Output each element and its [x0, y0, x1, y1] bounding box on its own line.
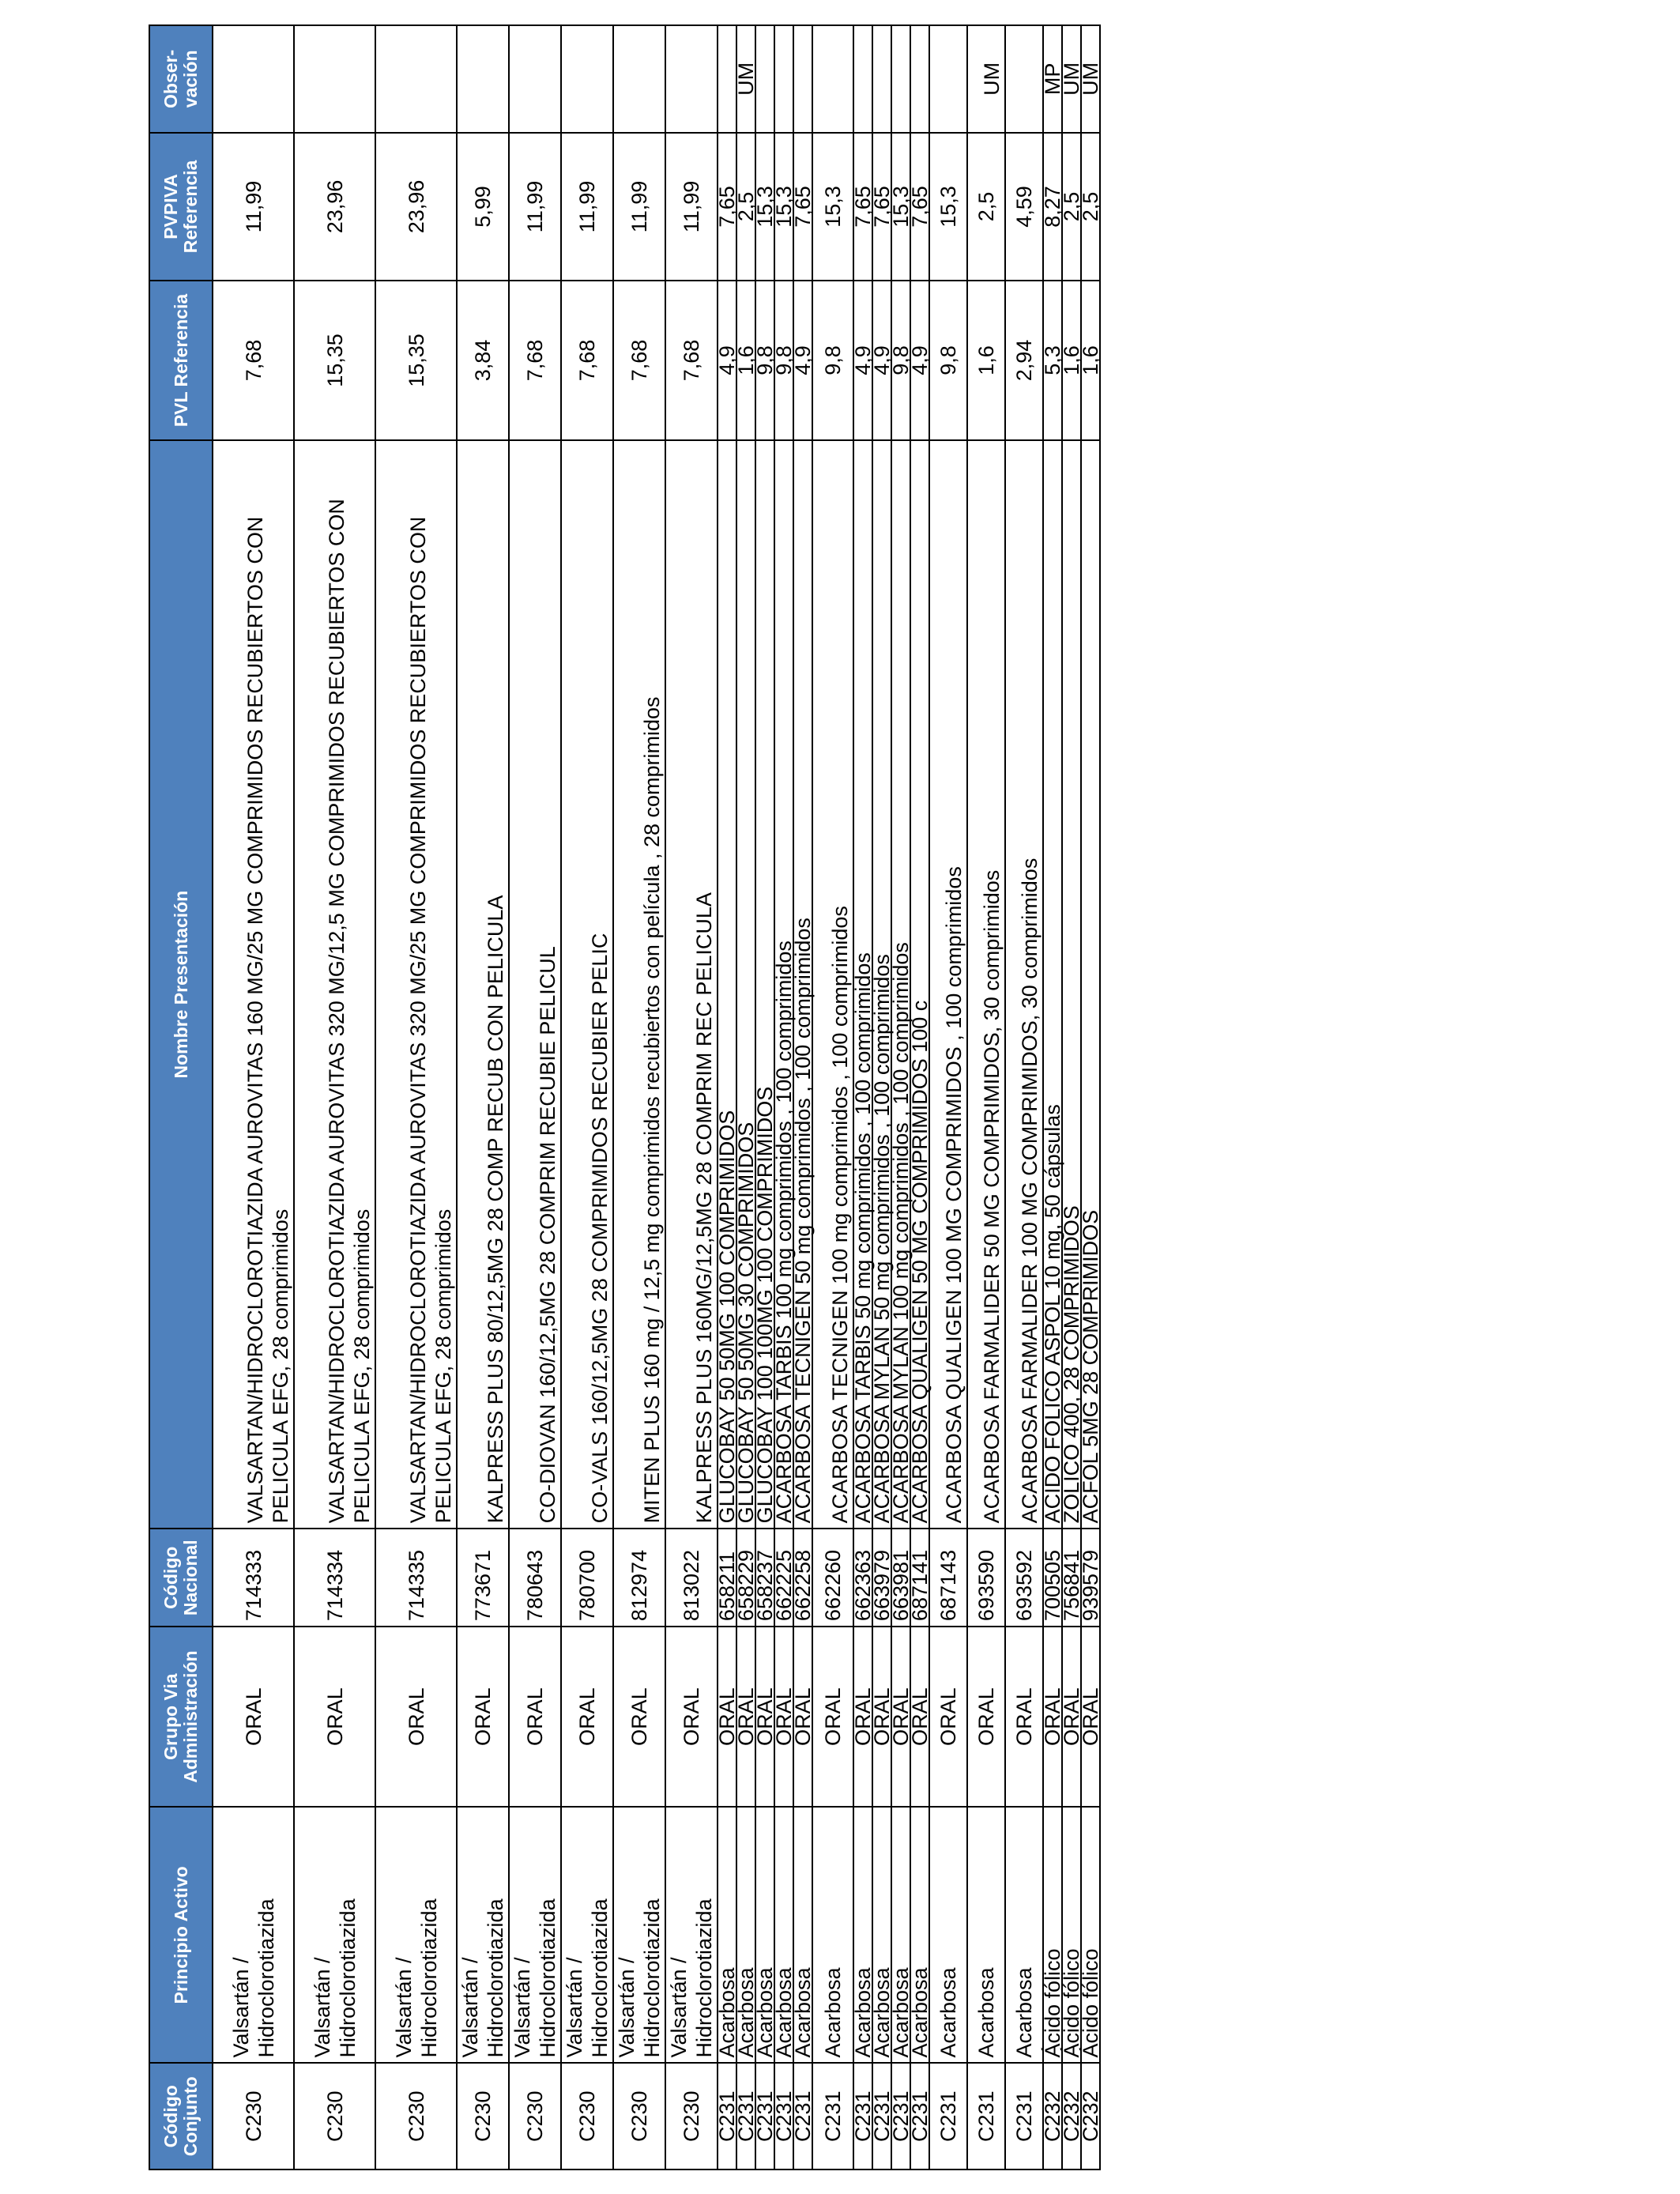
cell-codigo-nacional: 939579: [1081, 1529, 1100, 1627]
table-row: [509, 25, 561, 2169]
cell-principio-activo: Valsartán / Hidroclorotiazida: [375, 1807, 457, 2063]
cell-pvl: 7,68: [509, 281, 561, 440]
cell-nombre-presentacion: ACARBOSA FARMALIDER 50 MG COMPRIMIDOS, 30 comprimidos: [967, 440, 1005, 1529]
cell-via: ORAL: [375, 1627, 457, 1807]
cell-via: ORAL: [1062, 1627, 1081, 1807]
cell-pvl: 1,6: [1081, 281, 1100, 440]
cell-pvpiva: 11,99: [509, 133, 561, 281]
cell-principio-activo: Valsartán / Hidroclorotiazida: [294, 1807, 375, 2063]
cell-observacion: [853, 25, 872, 133]
cell-via: ORAL: [853, 1627, 872, 1807]
cell-pvl: 9,8: [774, 281, 793, 440]
header-codigo-nacional: Código Nacional: [149, 1529, 213, 1627]
cell-pvl: 2,94: [1005, 281, 1043, 440]
cell-nombre-presentacion: VALSARTAN/HIDROCLOROTIAZIDA AUROVITAS 160 MG/25 MG COMPRIMIDOS RECUBIERTOS CON PELICULA EFG, 28 comprimidos: [213, 440, 294, 1529]
cell-pvl: 1,6: [736, 281, 755, 440]
cell-via: ORAL: [891, 1627, 910, 1807]
cell-nombre-presentacion: GLUCOBAY 50 50MG 30 COMPRIMIDOS: [736, 440, 755, 1529]
cell-principio-activo: Valsartán / Hidroclorotiazida: [561, 1807, 613, 2063]
header-pvl: PVL Referencia: [149, 281, 213, 440]
cell-codigo-conjunto: C230: [457, 2064, 509, 2170]
cell-pvpiva: 4,59: [1005, 133, 1043, 281]
cell-observacion: [613, 25, 665, 133]
cell-pvl: 1,6: [967, 281, 1005, 440]
cell-nombre-presentacion: ACARBOSA MYLAN 100 mg comprimidos , 100 comprimidos: [891, 440, 910, 1529]
cell-pvl: 4,9: [872, 281, 891, 440]
cell-principio-activo: Valsartán / Hidroclorotiazida: [613, 1807, 665, 2063]
table-row: [793, 25, 812, 2169]
cell-nombre-presentacion: CO-VALS 160/12,5MG 28 COMPRIMIDOS RECUBIER PELIC: [561, 440, 613, 1529]
cell-observacion: [457, 25, 509, 133]
cell-via: ORAL: [509, 1627, 561, 1807]
table-row: [613, 25, 665, 2169]
cell-pvpiva: 7,65: [793, 133, 812, 281]
cell-codigo-nacional: 658237: [755, 1529, 774, 1627]
cell-principio-activo: Ácido fólico: [1062, 1807, 1081, 2063]
table-row: [967, 25, 1005, 2169]
cell-observacion: [375, 25, 457, 133]
cell-principio-activo: Acarbosa: [872, 1807, 891, 2063]
cell-observacion: [929, 25, 967, 133]
table-row: [665, 25, 718, 2169]
cell-codigo-conjunto: C230: [509, 2064, 561, 2170]
cell-pvpiva: 2,5: [1062, 133, 1081, 281]
cell-via: ORAL: [457, 1627, 509, 1807]
cell-nombre-presentacion: ACFOL 5MG 28 COMPRIMIDOS: [1081, 440, 1100, 1529]
cell-observacion: [891, 25, 910, 133]
cell-codigo-nacional: 663981: [891, 1529, 910, 1627]
table-row: [1081, 25, 1100, 2169]
cell-pvpiva: 2,5: [736, 133, 755, 281]
table-row: [561, 25, 613, 2169]
cell-via: ORAL: [613, 1627, 665, 1807]
cell-observacion: UM: [1062, 25, 1081, 133]
cell-codigo-conjunto: C231: [872, 2064, 891, 2170]
cell-codigo-conjunto: C230: [613, 2064, 665, 2170]
cell-pvpiva: 11,99: [665, 133, 718, 281]
header-grupo-via: Grupo Via Administración: [149, 1627, 213, 1807]
cell-observacion: [910, 25, 929, 133]
cell-pvpiva: 11,99: [213, 133, 294, 281]
cell-nombre-presentacion: ZOLICO 400, 28 COMPRIMIDOS: [1062, 440, 1081, 1529]
cell-pvl: 9,8: [812, 281, 853, 440]
table-row: [213, 25, 294, 2169]
header-pvpiva: PVPIVA Referencia: [149, 133, 213, 281]
cell-codigo-nacional: 812974: [613, 1529, 665, 1627]
cell-principio-activo: Acarbosa: [755, 1807, 774, 2063]
cell-codigo-conjunto: C231: [718, 2064, 736, 2170]
cell-codigo-conjunto: C231: [891, 2064, 910, 2170]
cell-via: ORAL: [774, 1627, 793, 1807]
cell-principio-activo: Acarbosa: [1005, 1807, 1043, 2063]
cell-codigo-nacional: 700505: [1043, 1529, 1062, 1627]
table-header-row: [149, 25, 213, 2169]
cell-codigo-conjunto: C230: [375, 2064, 457, 2170]
cell-codigo-nacional: 813022: [665, 1529, 718, 1627]
cell-nombre-presentacion: GLUCOBAY 50 50MG 100 COMPRIMIDOS: [718, 440, 736, 1529]
cell-pvpiva: 7,65: [718, 133, 736, 281]
cell-codigo-nacional: 780643: [509, 1529, 561, 1627]
table-row: [929, 25, 967, 2169]
cell-principio-activo: Acarbosa: [929, 1807, 967, 2063]
cell-codigo-conjunto: C230: [665, 2064, 718, 2170]
cell-principio-activo: Acarbosa: [718, 1807, 736, 2063]
cell-principio-activo: Ácido fólico: [1081, 1807, 1100, 2063]
cell-codigo-conjunto: C231: [1005, 2064, 1043, 2170]
cell-codigo-conjunto: C231: [774, 2064, 793, 2170]
cell-principio-activo: Valsartán / Hidroclorotiazida: [665, 1807, 718, 2063]
cell-codigo-conjunto: C231: [910, 2064, 929, 2170]
cell-nombre-presentacion: VALSARTAN/HIDROCLOROTIAZIDA AUROVITAS 320 MG/25 MG COMPRIMIDOS RECUBIERTOS CON PELICULA EFG, 28 comprimidos: [375, 440, 457, 1529]
cell-nombre-presentacion: ACARBOSA QUALIGEN 100 MG COMPRIMIDOS , 100 comprimidos: [929, 440, 967, 1529]
cell-pvl: 7,68: [213, 281, 294, 440]
table-row: [375, 25, 457, 2169]
cell-pvpiva: 23,96: [294, 133, 375, 281]
cell-pvl: 3,84: [457, 281, 509, 440]
header-principio-activo: Principio Activo: [149, 1807, 213, 2063]
cell-via: ORAL: [665, 1627, 718, 1807]
cell-nombre-presentacion: KALPRESS PLUS 160MG/12,5MG 28 COMPRIM REC PELICULA: [665, 440, 718, 1529]
cell-codigo-nacional: 780700: [561, 1529, 613, 1627]
cell-observacion: MP: [1043, 25, 1062, 133]
header-codigo-conjunto: Código Conjunto: [149, 2064, 213, 2170]
cell-pvl: 7,68: [561, 281, 613, 440]
cell-via: ORAL: [967, 1627, 1005, 1807]
cell-via: ORAL: [736, 1627, 755, 1807]
cell-principio-activo: Ácido fólico: [1043, 1807, 1062, 2063]
cell-pvl: 4,9: [718, 281, 736, 440]
cell-pvl: 7,68: [665, 281, 718, 440]
cell-principio-activo: Acarbosa: [812, 1807, 853, 2063]
cell-codigo-nacional: 662225: [774, 1529, 793, 1627]
cell-observacion: [561, 25, 613, 133]
cell-nombre-presentacion: ACARBOSA TECNIGEN 50 mg comprimidos , 100 comprimidos: [793, 440, 812, 1529]
cell-via: ORAL: [561, 1627, 613, 1807]
cell-observacion: [774, 25, 793, 133]
cell-pvl: 9,8: [755, 281, 774, 440]
cell-codigo-conjunto: C231: [793, 2064, 812, 2170]
cell-pvpiva: 7,65: [910, 133, 929, 281]
cell-codigo-nacional: 687141: [910, 1529, 929, 1627]
cell-observacion: UM: [1081, 25, 1100, 133]
cell-observacion: UM: [736, 25, 755, 133]
table-row: [910, 25, 929, 2169]
cell-pvl: 15,35: [294, 281, 375, 440]
cell-nombre-presentacion: ACARBOSA QUALIGEN 50 MG COMPRIMIDOS 100 c: [910, 440, 929, 1529]
cell-observacion: [755, 25, 774, 133]
cell-codigo-conjunto: C231: [853, 2064, 872, 2170]
cell-pvl: 4,9: [853, 281, 872, 440]
cell-codigo-conjunto: C232: [1062, 2064, 1081, 2170]
cell-codigo-conjunto: C231: [929, 2064, 967, 2170]
cell-principio-activo: Acarbosa: [967, 1807, 1005, 2063]
cell-nombre-presentacion: ACARBOSA FARMALIDER 100 MG COMPRIMIDOS, 30 comprimidos: [1005, 440, 1043, 1529]
cell-pvl: 5,3: [1043, 281, 1062, 440]
cell-observacion: [665, 25, 718, 133]
cell-pvpiva: 2,5: [1081, 133, 1100, 281]
cell-pvpiva: 15,3: [929, 133, 967, 281]
cell-codigo-conjunto: C232: [1081, 2064, 1100, 2170]
cell-pvl: 9,8: [929, 281, 967, 440]
cell-codigo-nacional: 662258: [793, 1529, 812, 1627]
header-observacion: Obser-vación: [149, 25, 213, 133]
cell-observacion: [793, 25, 812, 133]
cell-via: ORAL: [812, 1627, 853, 1807]
cell-observacion: [1005, 25, 1043, 133]
cell-principio-activo: Valsartán / Hidroclorotiazida: [457, 1807, 509, 2063]
cell-principio-activo: Acarbosa: [853, 1807, 872, 2063]
cell-codigo-nacional: 714333: [213, 1529, 294, 1627]
cell-via: ORAL: [294, 1627, 375, 1807]
cell-codigo-conjunto: C232: [1043, 2064, 1062, 2170]
cell-codigo-nacional: 773671: [457, 1529, 509, 1627]
cell-principio-activo: Acarbosa: [793, 1807, 812, 2063]
cell-pvl: 1,6: [1062, 281, 1081, 440]
cell-pvpiva: 11,99: [561, 133, 613, 281]
cell-via: ORAL: [910, 1627, 929, 1807]
cell-codigo-nacional: 714334: [294, 1529, 375, 1627]
cell-observacion: [213, 25, 294, 133]
cell-principio-activo: Acarbosa: [736, 1807, 755, 2063]
cell-via: ORAL: [1043, 1627, 1062, 1807]
cell-via: ORAL: [755, 1627, 774, 1807]
cell-via: ORAL: [1081, 1627, 1100, 1807]
cell-pvpiva: 2,5: [967, 133, 1005, 281]
cell-principio-activo: Acarbosa: [910, 1807, 929, 2063]
cell-pvpiva: 11,99: [613, 133, 665, 281]
cell-observacion: [812, 25, 853, 133]
medication-table: [149, 25, 1101, 2170]
cell-pvl: 15,35: [375, 281, 457, 440]
cell-pvpiva: 23,96: [375, 133, 457, 281]
cell-codigo-nacional: 693590: [967, 1529, 1005, 1627]
cell-codigo-nacional: 658211: [718, 1529, 736, 1627]
cell-codigo-conjunto: C230: [561, 2064, 613, 2170]
cell-nombre-presentacion: ACARBOSA MYLAN 50 mg comprimidos , 100 comprimidos: [872, 440, 891, 1529]
cell-codigo-conjunto: C231: [736, 2064, 755, 2170]
cell-pvpiva: 15,3: [774, 133, 793, 281]
cell-principio-activo: Acarbosa: [891, 1807, 910, 2063]
cell-codigo-nacional: 714335: [375, 1529, 457, 1627]
table-row: [457, 25, 509, 2169]
cell-codigo-nacional: 693592: [1005, 1529, 1043, 1627]
cell-principio-activo: Valsartán / Hidroclorotiazida: [213, 1807, 294, 2063]
cell-nombre-presentacion: MITEN PLUS 160 mg / 12,5 mg comprimidos recubiertos con película , 28 comprimidos: [613, 440, 665, 1529]
cell-codigo-conjunto: C231: [967, 2064, 1005, 2170]
cell-nombre-presentacion: KALPRESS PLUS 80/12,5MG 28 COMP RECUB CON PELICULA: [457, 440, 509, 1529]
cell-nombre-presentacion: VALSARTAN/HIDROCLOROTIAZIDA AUROVITAS 320 MG/12,5 MG COMPRIMIDOS RECUBIERTOS CON PELICULA EFG, 28 comprimidos: [294, 440, 375, 1529]
cell-via: ORAL: [718, 1627, 736, 1807]
cell-observacion: [509, 25, 561, 133]
cell-codigo-conjunto: C231: [755, 2064, 774, 2170]
cell-pvpiva: 5,99: [457, 133, 509, 281]
cell-codigo-nacional: 687143: [929, 1529, 967, 1627]
cell-pvpiva: 8,27: [1043, 133, 1062, 281]
cell-pvpiva: 15,3: [812, 133, 853, 281]
cell-pvpiva: 7,65: [853, 133, 872, 281]
table-body: [213, 25, 1100, 2169]
cell-pvpiva: 15,3: [755, 133, 774, 281]
cell-codigo-nacional: 658229: [736, 1529, 755, 1627]
cell-nombre-presentacion: ACIDO FOLICO ASPOL 10 mg, 50 cápsulas: [1043, 440, 1062, 1529]
table-row: [1005, 25, 1043, 2169]
cell-codigo-nacional: 663979: [872, 1529, 891, 1627]
cell-codigo-conjunto: C231: [812, 2064, 853, 2170]
cell-nombre-presentacion: ACARBOSA TARBIS 100 mg comprimidos , 100 comprimidos: [774, 440, 793, 1529]
cell-via: ORAL: [872, 1627, 891, 1807]
cell-observacion: [872, 25, 891, 133]
cell-nombre-presentacion: CO-DIOVAN 160/12,5MG 28 COMPRIM RECUBIE PELICUL: [509, 440, 561, 1529]
cell-pvl: 4,9: [793, 281, 812, 440]
cell-codigo-conjunto: C230: [213, 2064, 294, 2170]
cell-pvpiva: 15,3: [891, 133, 910, 281]
cell-observacion: [294, 25, 375, 133]
cell-principio-activo: Valsartán / Hidroclorotiazida: [509, 1807, 561, 2063]
cell-observacion: UM: [967, 25, 1005, 133]
header-nombre-presentacion: Nombre Presentación: [149, 440, 213, 1529]
cell-codigo-nacional: 662260: [812, 1529, 853, 1627]
table-row: [294, 25, 375, 2169]
cell-codigo-nacional: 756841: [1062, 1529, 1081, 1627]
table-row: [812, 25, 853, 2169]
cell-pvl: 9,8: [891, 281, 910, 440]
cell-nombre-presentacion: ACARBOSA TARBIS 50 mg comprimidos , 100 comprimidos: [853, 440, 872, 1529]
cell-via: ORAL: [929, 1627, 967, 1807]
cell-nombre-presentacion: GLUCOBAY 100 100MG 100 COMPRIMIDOS: [755, 440, 774, 1529]
cell-via: ORAL: [1005, 1627, 1043, 1807]
cell-nombre-presentacion: ACARBOSA TECNIGEN 100 mg comprimidos , 100 comprimidos: [812, 440, 853, 1529]
cell-codigo-conjunto: C230: [294, 2064, 375, 2170]
cell-pvl: 4,9: [910, 281, 929, 440]
cell-principio-activo: Acarbosa: [774, 1807, 793, 2063]
cell-pvpiva: 7,65: [872, 133, 891, 281]
cell-via: ORAL: [793, 1627, 812, 1807]
cell-codigo-nacional: 662363: [853, 1529, 872, 1627]
cell-via: ORAL: [213, 1627, 294, 1807]
cell-pvl: 7,68: [613, 281, 665, 440]
